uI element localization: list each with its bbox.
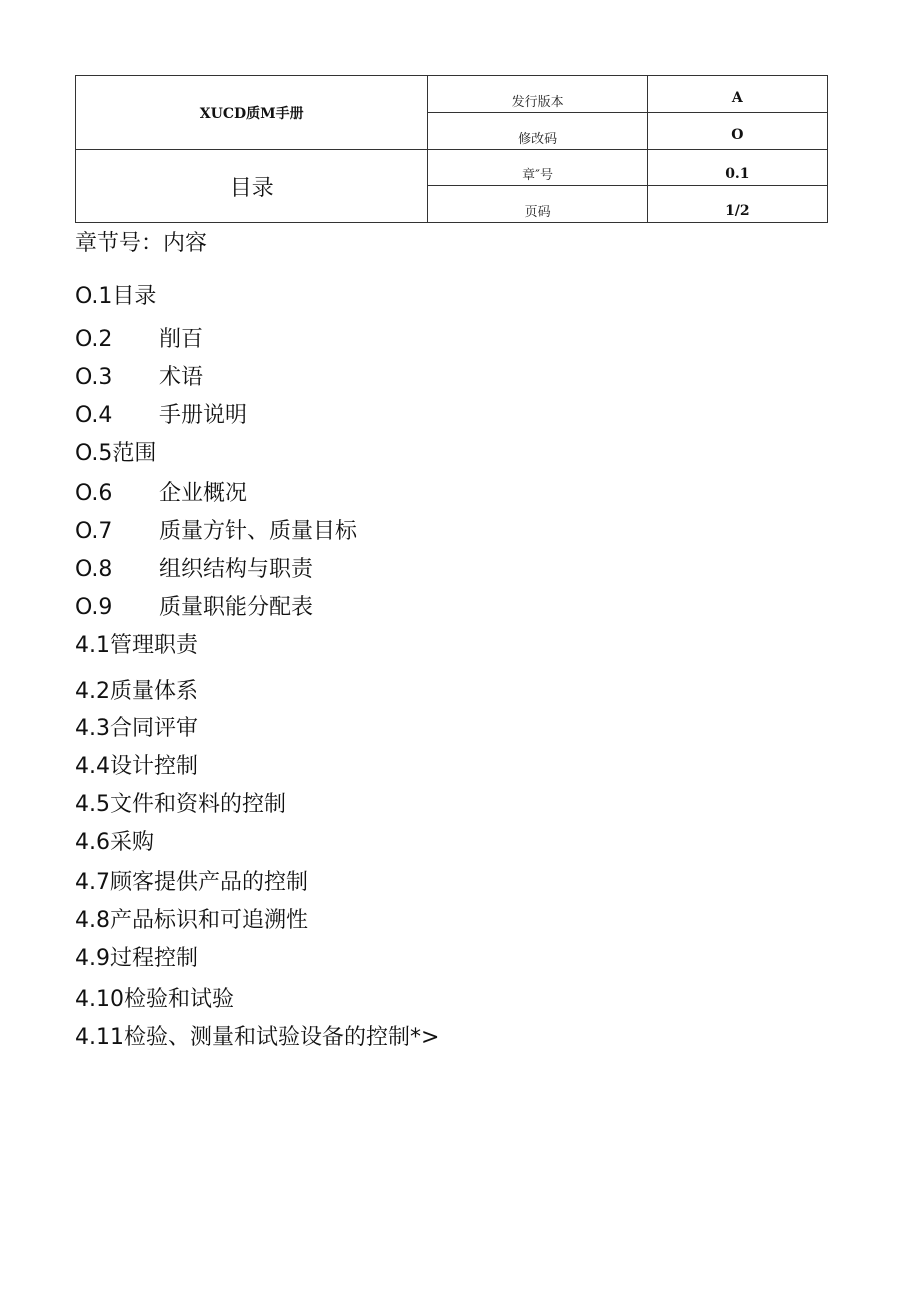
toc-entry-number: O.8 (75, 557, 113, 582)
toc-entry (75, 362, 203, 394)
toc-entry (75, 478, 247, 510)
toc-entry-number: O.3 (75, 365, 113, 390)
toc-entry-title: 检验和试验 (123, 987, 234, 1012)
toc-entry-number: O.2 (75, 327, 113, 352)
toc-entry-title: 质量方针、质量目标 (159, 519, 358, 544)
page-number-label: 页码 (428, 186, 647, 223)
release-version-value: A (647, 76, 827, 113)
toc-entry-number: 4.9 (75, 946, 110, 971)
toc-entry-number: 4.6 (75, 830, 110, 855)
toc-entry-title: 范围 (112, 441, 157, 466)
toc-entry (75, 516, 357, 548)
toc-entry-number: O.1 (75, 284, 113, 309)
toc-entry-number: 4.11 (75, 1025, 124, 1050)
toc-entry (75, 400, 247, 432)
toc-entry (75, 1022, 439, 1054)
toc-entry-title: 手册说明 (159, 403, 248, 428)
toc-entry-title: 质量职能分配表 (159, 595, 314, 620)
toc-entry-title: 质量体系 (110, 679, 199, 704)
toc-entry (75, 554, 313, 586)
page-number-value: 1/2 (647, 186, 827, 223)
toc-entry-title: 顾客提供产品的控制 (110, 870, 309, 895)
toc-entry-title: 术语 (159, 365, 204, 390)
toc-entry (75, 281, 156, 313)
toc-entry-number: 4.10 (75, 987, 124, 1012)
toc-entry-number: O.5 (75, 441, 113, 466)
toc-entry (75, 827, 154, 859)
toc-entry (75, 905, 308, 937)
toc-entry-number: O.6 (75, 481, 113, 506)
toc-entry-title: 企业概况 (159, 481, 248, 506)
toc-entry (75, 984, 234, 1016)
revision-code-value: O (647, 113, 827, 150)
toc-entry-title: 目录 (112, 284, 157, 309)
chapter-number-value: 0.1 (647, 150, 827, 186)
toc-entry-title: 过程控制 (110, 946, 199, 971)
toc-entry (75, 676, 198, 708)
toc-entry-title: 合同评审 (110, 716, 199, 741)
toc-entry-number: 4.8 (75, 908, 110, 933)
document-header-table (75, 75, 828, 223)
toc-entry (75, 630, 198, 662)
toc-entry-title: 削百 (159, 327, 204, 352)
toc-entry (75, 324, 203, 356)
toc-entry-title: 管理职责 (110, 633, 199, 658)
toc-entry-title: 组织结构与职责 (159, 557, 314, 582)
toc-entry-number: 4.3 (75, 716, 110, 741)
toc-entry (75, 789, 286, 821)
toc-entry-number: 4.7 (75, 870, 110, 895)
toc-entry-title: 检验、测量和试验设备的控制*> (123, 1025, 440, 1050)
chapter-number-label: 章″号 (428, 150, 647, 186)
toc-entry-number: 4.4 (75, 754, 110, 779)
toc-entry-title: 文件和资料的控制 (110, 792, 287, 817)
document-name: XUCD质M手册 (76, 76, 428, 150)
toc-entry-title: 采购 (110, 830, 155, 855)
toc-entry (75, 438, 156, 470)
toc-entry-number: 4.2 (75, 679, 110, 704)
revision-code-label: 修改码 (428, 113, 647, 150)
toc-caption: 章节号：内容 (75, 231, 208, 256)
toc-entry-number: 4.1 (75, 633, 110, 658)
toc-entry-title: 产品标识和可追溯性 (110, 908, 309, 933)
toc-entry-number: O.7 (75, 519, 113, 544)
toc-entry (75, 592, 313, 624)
release-version-label: 发行版本 (428, 76, 647, 113)
toc-entry-number: 4.5 (75, 792, 110, 817)
section-title: 目录 (76, 150, 428, 223)
toc-entry (75, 867, 308, 899)
toc-entry (75, 713, 198, 745)
toc-entry (75, 751, 198, 783)
toc-entry (75, 943, 198, 975)
toc-entry-number: O.4 (75, 403, 113, 428)
toc-entry-number: O.9 (75, 595, 113, 620)
toc-entry-title: 设计控制 (110, 754, 199, 779)
